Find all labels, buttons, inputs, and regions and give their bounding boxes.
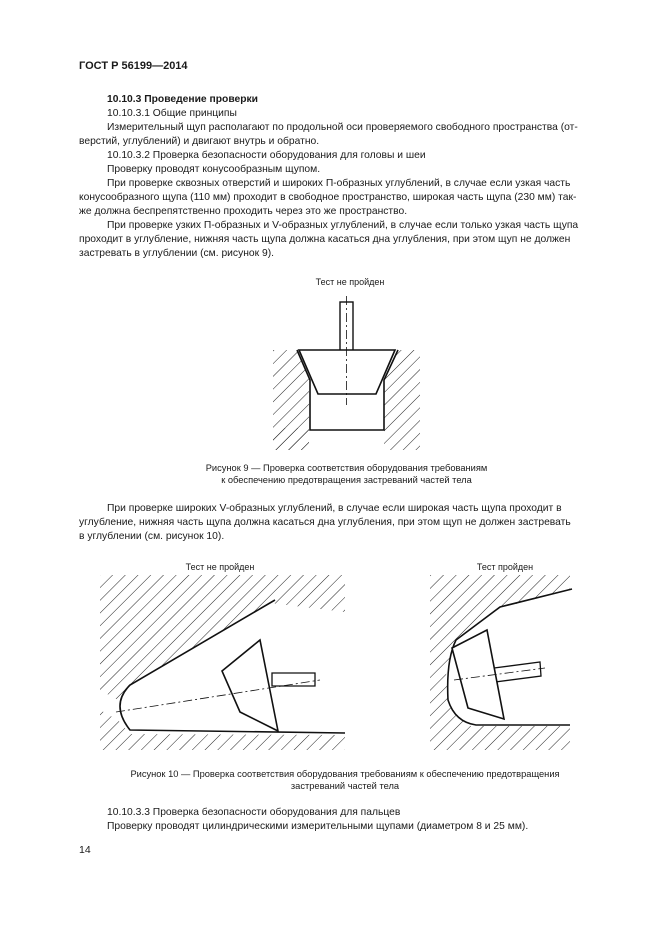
paragraph-line: конусообразного щупа (110 мм) проходит в свободное пространство, широкая часть щупа (230 мм) так- bbox=[79, 192, 577, 203]
page-number: 14 bbox=[79, 844, 91, 856]
paragraph-line: в углублении (см. рисунок 10). bbox=[79, 531, 225, 542]
section-title: 10.10.3 Проведение проверки bbox=[107, 94, 259, 105]
paragraph-line: Проверку проводят цилиндрическими измерительными щупами (диаметром 8 и 25 мм). bbox=[107, 821, 529, 832]
subsection-fingers: 10.10.3.3 Проверка безопасности оборудования для пальцев bbox=[107, 807, 401, 818]
paragraph-line: углубление, нижняя часть щупа должна касаться дна углубления, при этом щуп не должен застревать bbox=[79, 517, 571, 528]
figure-9-caption-line2: к обеспечению предотвращения застреваний частей тела bbox=[221, 475, 472, 485]
paragraph-line: же должна беспрепятственно проходить через это же пространство. bbox=[79, 206, 408, 217]
fig10-left-diagram bbox=[100, 575, 345, 750]
paragraph-line: застревать в углублении (см. рисунок 9). bbox=[79, 248, 275, 259]
figure-10-caption-line1: Рисунок 10 — Проверка соответствия оборудования требованиям к обеспечению предотвращения bbox=[130, 769, 560, 779]
figure-10-caption-line2: застреваний частей тела bbox=[290, 781, 400, 791]
figure-9-caption-line1: Рисунок 9 — Проверка соответствия оборудования требованиям bbox=[205, 463, 488, 473]
subsection-head-neck: 10.10.3.2 Проверка безопасности оборудования для головы и шеи bbox=[107, 150, 426, 161]
paragraph-line: верстий, углублений) и двигают внутрь и обратно. bbox=[79, 136, 320, 147]
figure-10-left-label: Тест не пройден bbox=[185, 562, 255, 572]
paragraph-line: При проверке широких V-образных углублений, в случае если широкая часть щупа проходит в bbox=[107, 503, 562, 514]
figure-10-right-label: Тест пройден bbox=[476, 562, 534, 572]
figure-9-label: Тест не пройден bbox=[315, 277, 385, 287]
paragraph-line: проходит в углубление, нижняя часть щупа должна касаться дна углубления, при этом щуп не должен bbox=[79, 234, 571, 245]
fig10-left-probe-shaft bbox=[272, 673, 315, 686]
paragraph-line: При проверке узких П-образных и V-образных углублений, в случае если только узкая часть щупа bbox=[107, 220, 579, 231]
document-header: ГОСТ Р 56199—2014 bbox=[79, 60, 188, 72]
subsection-general: 10.10.3.1 Общие принципы bbox=[107, 108, 237, 119]
paragraph-line: Измерительный щуп располагают по продольной оси проверяемого свободного пространства (от- bbox=[107, 122, 578, 133]
paragraph-line: Проверку проводят конусообразным щупом. bbox=[107, 164, 321, 175]
paragraph-line: При проверке сквозных отверстий и широких П-образных углублений, в случае если узкая часть bbox=[107, 178, 571, 189]
fig10-right-diagram bbox=[430, 575, 572, 750]
